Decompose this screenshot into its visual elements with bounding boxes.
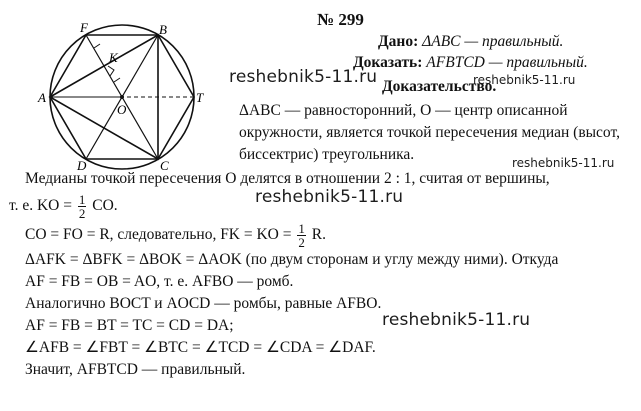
label-t: T xyxy=(196,90,204,105)
proof-text: CO = FO = R, следовательно, FK = KO = xyxy=(25,226,292,244)
watermark-small: reshebnik5-11.ru xyxy=(473,73,576,87)
fraction-denominator: 2 xyxy=(78,206,86,221)
fraction-one-half xyxy=(78,193,87,220)
label-d: D xyxy=(77,158,87,172)
proof-line: Медианы точкой пересечения O делятся в отношении 2 : 1, считая от вершины, xyxy=(25,170,550,187)
watermark-small: reshebnik5-11.ru xyxy=(512,156,615,170)
proof-text: CO. xyxy=(92,197,118,215)
proof-line: Значит, AFBTCD — правильный. xyxy=(25,361,246,378)
proof-line: ΔAFK = ΔBFK = ΔBOK = ΔAOK (по двум сторонам и углу между ними). Откуда xyxy=(25,251,559,268)
label-c: C xyxy=(160,158,169,172)
label-b: B xyxy=(159,22,167,37)
prove-text: AFBTCD — правильный. xyxy=(426,54,588,71)
label-a: A xyxy=(38,90,46,105)
proof-line-ko xyxy=(9,193,118,220)
proof-line-fk xyxy=(25,222,326,249)
tick-mark-ko xyxy=(114,78,120,82)
watermark: reshebnik5-11.ru xyxy=(382,310,531,330)
proof-line: AF = FB = OB = AO, т. е. AFBO — ромб. xyxy=(25,273,294,290)
fraction-numerator: 1 xyxy=(78,192,86,207)
geometry-figure xyxy=(28,22,228,172)
proof-line: Аналогично BOCT и AOCD — ромбы, равные AFBO. xyxy=(25,295,382,312)
label-o: O xyxy=(117,102,127,117)
proof-line: AF = FB = BT = TC = CD = DA; xyxy=(25,317,234,334)
proof-label: Доказательство. xyxy=(382,78,497,95)
proof-text: R. xyxy=(311,226,326,244)
label-f: F xyxy=(80,22,88,35)
given-text: ΔABC — правильный. xyxy=(422,33,564,50)
given-label: Дано: xyxy=(378,33,419,50)
proof-line: окружности, является точкой пересечения медиан (высот, xyxy=(239,124,620,141)
fraction-numerator: 1 xyxy=(298,221,305,236)
prove-label: Доказать: xyxy=(353,54,423,71)
proof-line: ΔABC — равносторонний, O — центр описанной xyxy=(239,102,568,119)
prove-line xyxy=(353,54,588,72)
proof-line: ∠AFB = ∠FBT = ∠BTC = ∠TCD = ∠CDA = ∠DAF. xyxy=(25,339,376,356)
proof-line: биссектрис) треугольника. xyxy=(239,146,415,163)
watermark: reshebnik5-11.ru xyxy=(229,67,378,87)
fraction-denominator: 2 xyxy=(298,235,305,250)
label-k: K xyxy=(109,50,118,65)
fraction-one-half xyxy=(297,222,306,249)
problem-number: № 299 xyxy=(317,10,364,29)
given-line xyxy=(378,33,563,51)
proof-text: т. е. KO = xyxy=(9,197,72,215)
center-point xyxy=(120,95,124,99)
watermark: reshebnik5-11.ru xyxy=(255,187,404,207)
tick-mark-fk xyxy=(94,44,100,48)
